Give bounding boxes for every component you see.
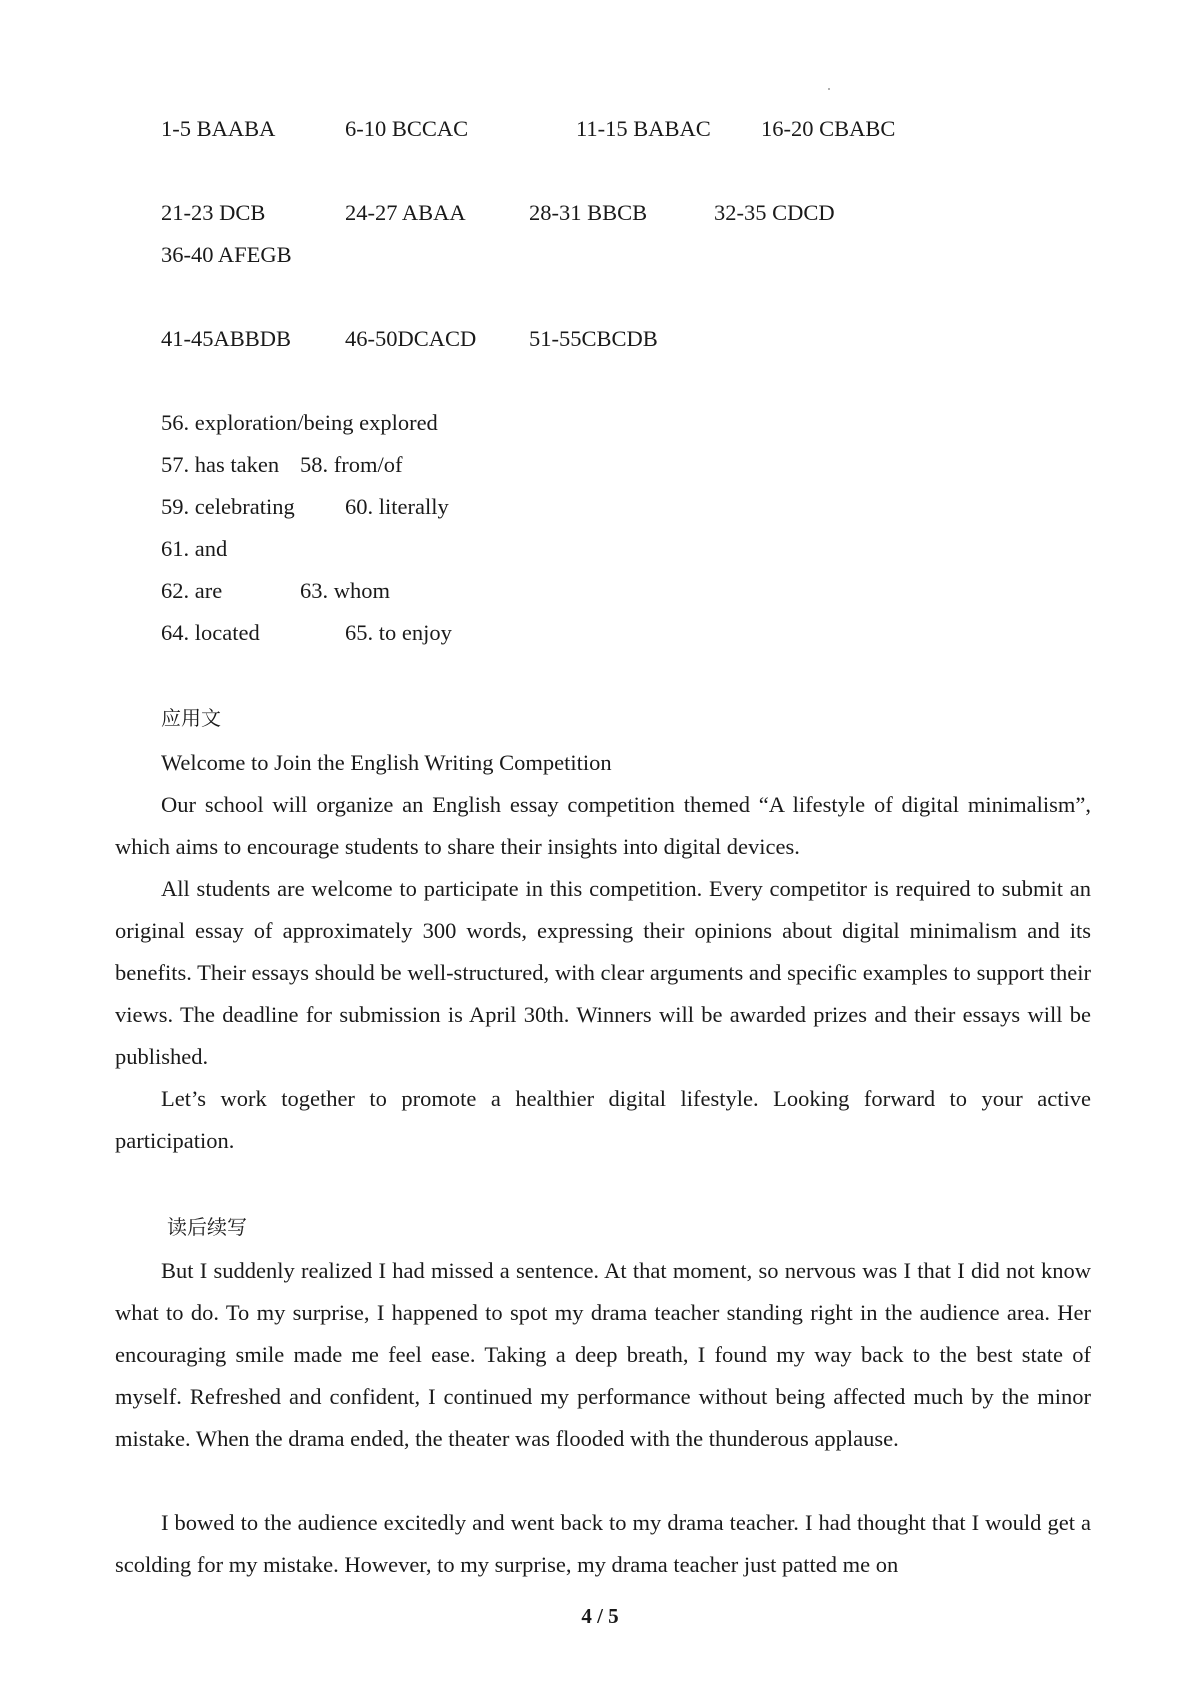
answer-32-35: 32-35 CDCD [714, 200, 835, 225]
answer-63: 63. whom [300, 578, 390, 603]
answer-59: 59. celebrating [161, 494, 295, 519]
practical-writing-paragraph-2: All students are welcome to participate in this competition. Every competitor is required to submit an original essay of approximately 300 words, expressing their opinions about digital minimalism and its benefits. Their essays should be well-structured, with clear arguments and specific examples to support their views. The deadline for submission is April 30th. Winners will be awarded prizes and their essays will be published. [115, 876, 1091, 1069]
answer-36-40: 36-40 AFEGB [161, 242, 292, 267]
answer-46-50: 46-50DCACD [345, 326, 477, 351]
answer-24-27: 24-27 ABAA [345, 200, 466, 225]
practical-writing-paragraph-1: Our school will organize an English essay competition themed “A lifestyle of digital minimalism”, which aims to encourage students to share their insights into digital devices. [115, 792, 1091, 859]
answer-6-10: 6-10 BCCAC [345, 116, 469, 141]
answer-16-20: 16-20 CBABC [761, 116, 896, 141]
answer-64: 64. located [161, 620, 260, 645]
answer-41-45: 41-45ABBDB [161, 326, 292, 351]
answer-56: 56. exploration/being explored [161, 410, 438, 435]
answer-60: 60. literally [345, 494, 449, 519]
answer-65: 65. to enjoy [345, 620, 452, 645]
answer-57: 57. has taken [161, 452, 280, 477]
answer-1-5: 1-5 BAABA [161, 116, 276, 141]
continuation-paragraph-1: But I suddenly realized I had missed a sentence. At that moment, so nervous was I that I did not know what to do. To my surprise, I happened to spot my drama teacher standing right in the audience area. Her encouraging smile made me feel ease. Taking a deep breath, I found my way back to the best state of myself. Refreshed and confident, I continued my performance without being affected much by the minor mistake. When the drama ended, the theater was flooded with the thunderous applause. [115, 1258, 1091, 1451]
scan-speck [828, 88, 830, 90]
section-heading-practical-writing: 应用文 [161, 706, 221, 730]
practical-writing-title: Welcome to Join the English Writing Competition [161, 750, 612, 775]
answer-62: 62. are [161, 578, 223, 603]
page-number: 4 / 5 [581, 1604, 619, 1628]
answer-58: 58. from/of [300, 452, 403, 477]
continuation-paragraph-2: I bowed to the audience excitedly and went back to my drama teacher. I had thought that I would get a scolding for my mistake. However, to my surprise, my drama teacher just patted me on [115, 1510, 1091, 1577]
answer-51-55: 51-55CBCDB [529, 326, 658, 351]
answer-21-23: 21-23 DCB [161, 200, 266, 225]
section-heading-continuation-writing: 读后续写 [167, 1215, 247, 1239]
answer-11-15: 11-15 BABAC [576, 116, 711, 141]
answer-61: 61. and [161, 536, 228, 561]
answer-28-31: 28-31 BBCB [529, 200, 648, 225]
practical-writing-paragraph-3: Let’s work together to promote a healthier digital lifestyle. Looking forward to your active participation. [115, 1086, 1091, 1153]
